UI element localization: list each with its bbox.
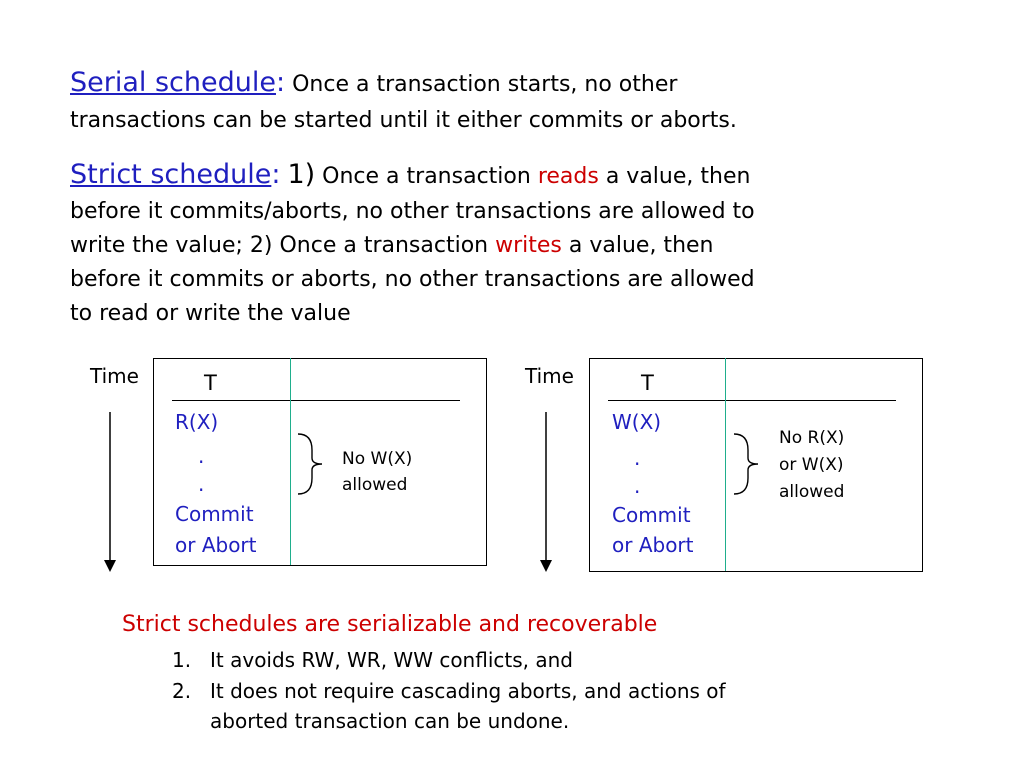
strict-num-1: 1) [287,159,316,190]
row-rx: R(X) [175,410,219,434]
time-label-right: Time [525,364,574,388]
row-or-abort-left: or Abort [175,533,257,557]
row-dot-1-right: . [634,446,641,470]
strict-line-5: to read or write the value [70,301,351,326]
serial-schedule-term: Serial schedule [70,67,276,98]
row-commit-left: Commit [175,502,254,526]
header-t-right: T [641,371,654,395]
summary-item-1-num: 1. [172,648,192,672]
writes-highlight: writes [495,233,562,258]
strict-line-3b: a value, then [561,233,714,258]
serial-line-1-text: Once a transaction starts, no other [292,72,678,97]
summary-item-2-continuation: aborted transaction can be undone. [210,709,570,733]
strict-line-2: before it commits/aborts, no other transactions are allowed to [70,199,755,224]
note-right-line-2: or W(X) [779,455,844,475]
strict-line-3a: write the value; 2) Once a transaction [70,233,496,258]
row-dot-1-left: . [198,444,205,468]
strict-line-1a: Once a transaction [322,164,538,189]
row-or-abort-right: or Abort [612,533,694,557]
strict-line-4: before it commits or aborts, no other transactions are allowed [70,267,755,292]
row-wx: W(X) [612,410,662,434]
row-dot-2-right: . [634,474,641,498]
row-commit-right: Commit [612,503,691,527]
time-label-left: Time [90,364,139,388]
row-dot-2-left: . [198,472,205,496]
strict-line-1b: a value, then [598,164,751,189]
note-left-line-2: allowed [342,475,408,495]
note-left-line-1: No W(X) [342,449,413,469]
summary-item-2-num: 2. [172,679,192,703]
serial-line-2: transactions can be started until it either commits or aborts. [70,108,737,133]
strict-schedule-term: Strict schedule [70,159,272,190]
header-t-left: T [204,371,217,395]
summary-heading: Strict schedules are serializable and recoverable [122,612,658,637]
serial-colon: : [275,67,286,98]
note-right-line-1: No R(X) [779,428,845,448]
strict-colon: : [271,159,281,190]
note-right-line-3: allowed [779,482,845,502]
reads-highlight: reads [537,164,599,189]
summary-item-2-text: It does not require cascading aborts, and actions of [210,679,726,703]
summary-item-1-text: It avoids RW, WR, WW conflicts, and [210,648,573,672]
